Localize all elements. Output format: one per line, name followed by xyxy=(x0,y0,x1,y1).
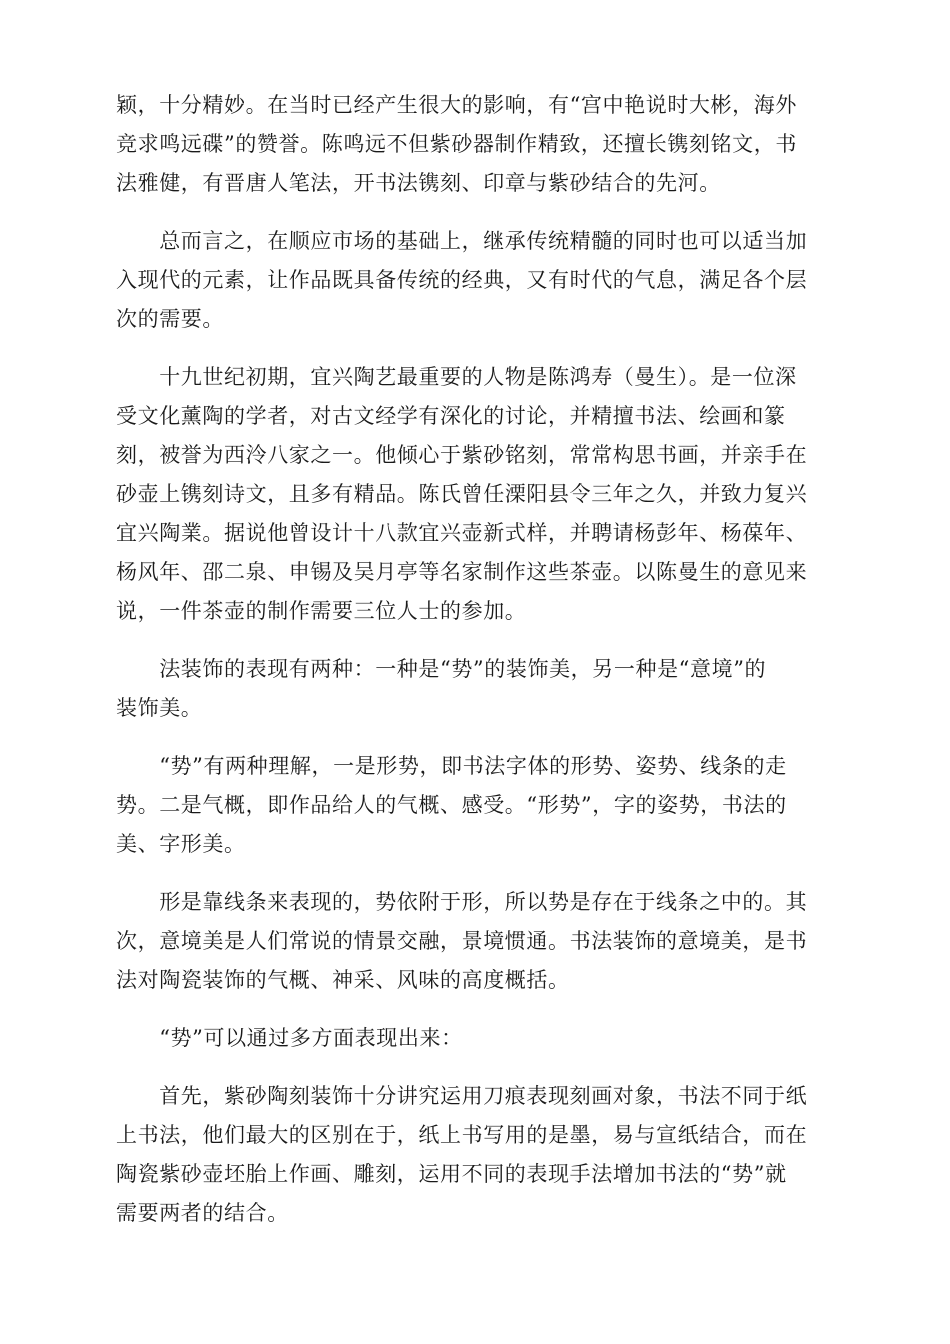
text-line: 形是靠线条来表现的，势依附于形，所以势是存在于线条之中的。其 xyxy=(116,890,808,914)
text-line: 法对陶瓷装饰的气概、神采、风味的高度概括。 xyxy=(116,968,570,992)
text-line: 需要两者的结合。 xyxy=(116,1201,289,1225)
text-line: 十九世纪初期，宜兴陶艺最重要的人物是陈鸿寿（曼生）。是一位深 xyxy=(116,365,797,389)
text-line: 宜兴陶業。据说他曾设计十八款宜兴壶新式样，并聘请杨彭年、杨葆年、 xyxy=(116,521,808,545)
text-line: 竞求鸣远碟”的赞誉。陈鸣远不但紫砂器制作精致，还擅长镌刻铭文，书 xyxy=(116,132,797,156)
paragraph-5 xyxy=(116,747,836,864)
text-line: 势。二是气概，即作品给人的气概、感受。“形势”，字的姿势，书法的 xyxy=(116,793,787,817)
paragraph-7 xyxy=(116,1019,836,1058)
text-line: 次，意境美是人们常说的情景交融，景境惯通。书法装饰的意境美，是书 xyxy=(116,929,808,953)
text-line: 陶瓷紫砂壶坯胎上作画、雕刻，运用不同的表现手法增加书法的“势”就 xyxy=(116,1162,787,1186)
text-line: 刻，被誉为西泠八家之一。他倾心于紫砂铭刻，常常构思书画，并亲手在 xyxy=(116,443,808,467)
paragraph-2 xyxy=(116,222,836,339)
text-line: 杨风年、邵二泉、申锡及吴月亭等名家制作这些茶壶。以陈曼生的意见来 xyxy=(116,560,808,584)
text-line: 装饰美。 xyxy=(116,696,203,720)
text-line: 总而言之，在顺应市场的基础上，继承传统精髓的同时也可以适当加 xyxy=(116,229,808,253)
text-line: 上书法，他们最大的区别在于，纸上书写用的是墨，易与宣纸结合，而在 xyxy=(116,1123,808,1147)
text-line: 砂壶上镌刻诗文，且多有精品。陈氏曾任溧阳县令三年之久，并致力复兴 xyxy=(116,482,808,506)
text-line: 法雅健，有晋唐人笔法，开书法镌刻、印章与紫砂结合的先河。 xyxy=(116,171,721,195)
paragraph-8 xyxy=(116,1077,836,1233)
text-line: “势”有两种理解，一是形势，即书法字体的形势、姿势、线条的走 xyxy=(116,754,787,778)
paragraph-1 xyxy=(116,86,836,203)
paragraph-4 xyxy=(116,650,836,728)
text-line: 法装饰的表现有两种：一种是“势”的装饰美，另一种是“意境”的 xyxy=(116,657,767,681)
text-line: 次的需要。 xyxy=(116,307,224,331)
text-line: 首先，紫砂陶刻装饰十分讲究运用刀痕表现刻画对象，书法不同于纸 xyxy=(116,1084,808,1108)
text-line: “势”可以通过多方面表现出来： xyxy=(116,1026,463,1050)
text-line: 说，一件茶壶的制作需要三位人士的参加。 xyxy=(116,599,527,623)
paragraph-6 xyxy=(116,883,836,1000)
text-line: 颖，十分精妙。在当时已经产生很大的影响，有“宫中艳说时大彬，海外 xyxy=(116,93,797,117)
text-line: 入现代的元素，让作品既具备传统的经典，又有时代的气息，满足各个层 xyxy=(116,268,808,292)
text-line: 美、字形美。 xyxy=(116,832,246,856)
document-body xyxy=(116,86,836,1252)
paragraph-3 xyxy=(116,358,836,631)
text-line: 受文化薰陶的学者，对古文经学有深化的讨论，并精擅书法、绘画和篆 xyxy=(116,404,786,428)
